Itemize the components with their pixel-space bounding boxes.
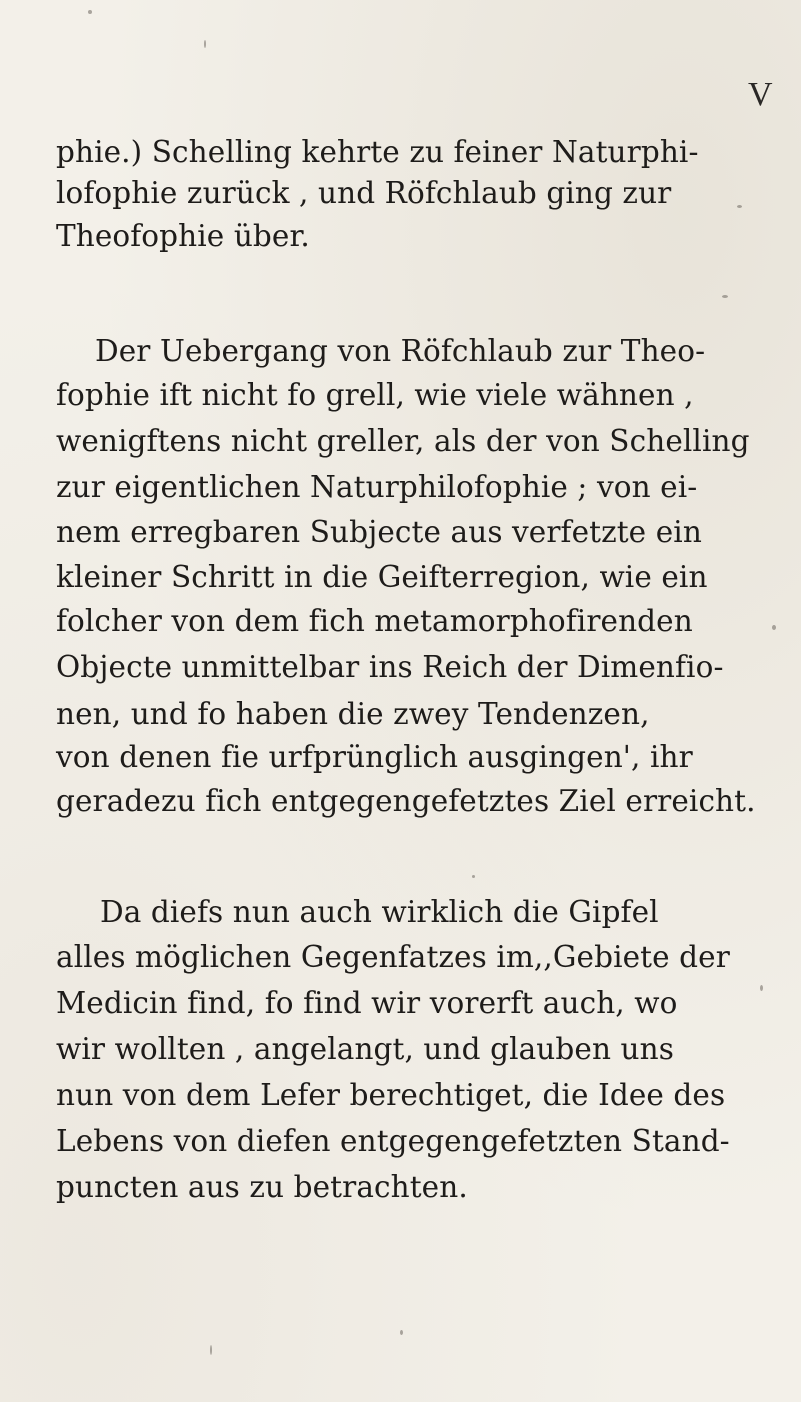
- text-line: Theofophie über.: [56, 219, 310, 253]
- text-line: wenigftens nicht greller, als der von Schelling: [56, 424, 750, 458]
- text-line: Lebens von diefen entgegengefetzten Stand-: [56, 1124, 730, 1158]
- text-line: geradezu fich entgegengefetztes Ziel erreicht.: [56, 784, 756, 818]
- text-line: Da diefs nun auch wirklich die Gipfel: [100, 895, 659, 929]
- text-line: nun von dem Lefer berechtiget, die Idee des: [56, 1078, 726, 1112]
- text-line: wir wollten , angelangt, und glauben uns: [56, 1032, 674, 1066]
- text-line: zur eigentlichen Naturphilofophie ; von ei-: [56, 470, 698, 504]
- text-line: fophie ift nicht fo grell, wie viele wähnen ,: [56, 378, 694, 412]
- text-line: nen, und fo haben die zwey Tendenzen,: [56, 697, 650, 731]
- text-line: Der Uebergang von Röfchlaub zur Theo-: [95, 334, 706, 368]
- text-line: phie.) Schelling kehrte zu feiner Naturphi-: [56, 135, 699, 169]
- text-line: Medicin find, fo find wir vorerft auch, wo: [56, 986, 678, 1020]
- text-line: nem erregbaren Subjecte aus verfetzte ein: [56, 515, 702, 549]
- text-line: Objecte unmittelbar ins Reich der Dimenfio-: [56, 650, 724, 684]
- text-line: alles möglichen Gegenfatzes im,,Gebiete der: [56, 940, 730, 974]
- text-line: von denen fie urfprünglich ausgingen', ihr: [56, 740, 693, 774]
- page-number: V: [748, 76, 773, 113]
- text-line: puncten aus zu betrachten.: [56, 1170, 468, 1204]
- text-line: folcher von dem fich metamorphofirenden: [56, 604, 693, 638]
- text-line: kleiner Schritt in die Geifterregion, wie ein: [56, 560, 708, 594]
- text-line: lofophie zurück , und Röfchlaub ging zur: [56, 176, 672, 210]
